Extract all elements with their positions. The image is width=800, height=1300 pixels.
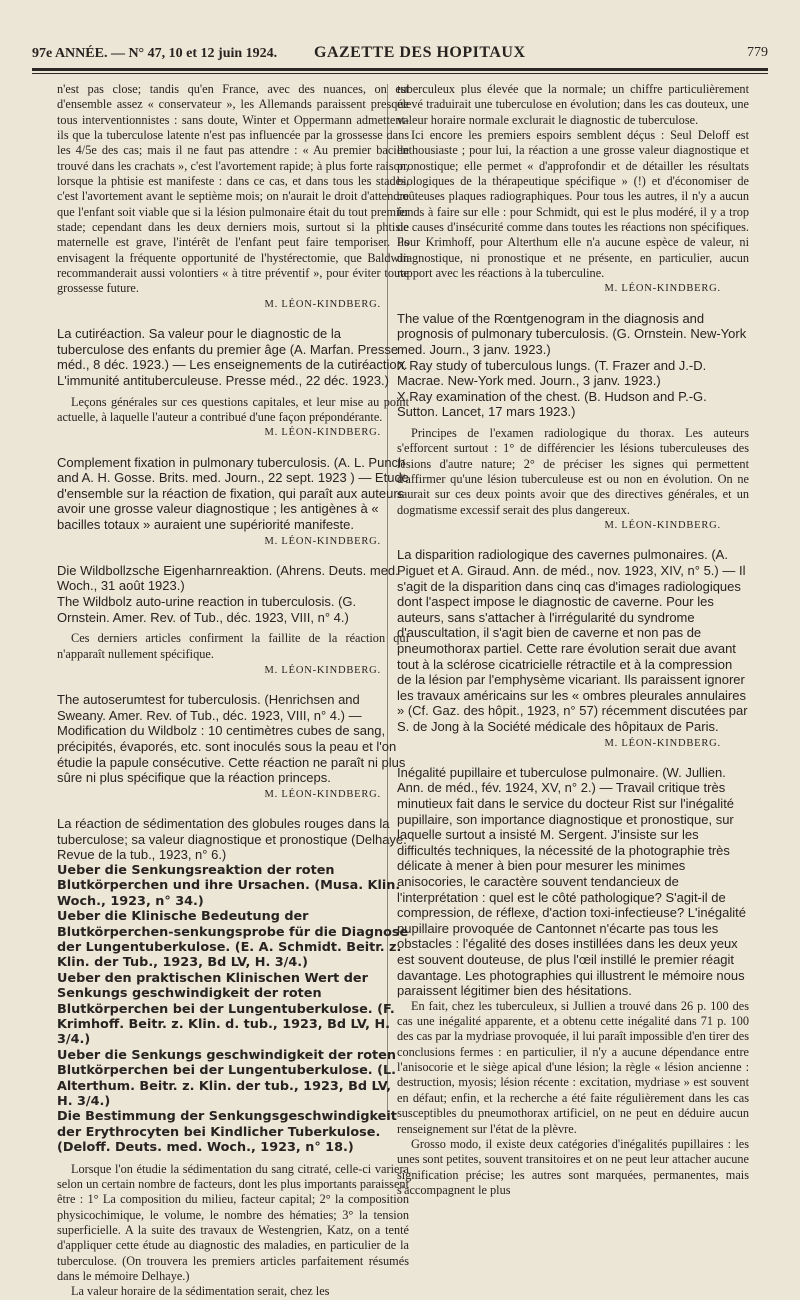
entry-title: X Ray study of tuberculous lungs. (T. Frazer and J.-D. Macrae. New-York med. Journ., 3 janv. 1923.): [397, 357, 707, 389]
page-header: [32, 42, 768, 66]
right-column: [397, 82, 749, 1197]
paragraph: En fait, chez les tuberculeux, si Jullien a trouvé dans 26 p. 100 des cas une inégalité apparente, et a obtenu cette inégalité dans 71 p. 100 des cas par la mydriase provoquée, il lui paraît impossible d'en tirer des conclusions fermes : en particulier, il n'y a aucune dépendance entre l'anisocorie et le siège apical d'une lésion; la règle « lésion ancienne : destruction, myosis; lésion récente : excitation, mydriase » est souvent en défaut; enfin, et la recherche a été faite régulièrement dans les cas susceptibles du pneumothorax artificiel, on ne peut en déduire aucun renseignement sur l'état de la plèvre.: [397, 998, 749, 1136]
entry-roentgenogram: [397, 311, 749, 534]
signature: M. LÉON-KINDBERG.: [604, 283, 721, 295]
entry-title: The autoserumtest for tuberculosis. (Henrichsen and Sweany. Amer. Rev. of Tub., déc. 1923, VIII, n° 4.) — Modification du Wildbolz : 10 centimètres cubes de sang, précipités, évaporés, etc. sont inoculés sous la peau et l'on étudie la papule consécutive. Cette réaction ne paraît ni plus sûre ni plus spécifique que la réaction princeps.: [57, 692, 406, 786]
entry-title: The Wildbolz auto-urine reaction in tuberculosis. (G. Ornstein. Amer. Rev. of Tub., déc. 1923, VIII, n° 4.): [57, 594, 357, 625]
entry-title: Inégalité pupillaire et tuberculose pulmonaire. (W. Jullien. Ann. de méd., fév. 1924, XV, n° 2.) — Travail critique très minutieux fait dans le service du docteur Rist sur l'inégalité pupillaire, son importance diagnostique et pronostique, sur laquelle surtout a insisté M. Sergent. J'insiste sur les difficultés techniques, la nécessité de la photographie très délicate à mener à bien pour mesurer les minimes anisocories, le caractère souvent tendancieux de l'interprétation : quel est le côté pathologique? S'agit-il de compression, de réflexe, d'action toxi-infectieuse? L'inégalité pupillaire provoquée de Cantonnet n'écarte pas tous les obstacles : l'égalité des doses instillées dans les deux yeux est souvent douteuse, de plus l'œil instillé le premier réagit davantage. Les photographies qui illustrent le mémoire nous paraissent légitimer bien des hésitations.: [397, 764, 746, 999]
entry-title: Complement fixation in pulmonary tuberculosis. (A. L. Punch and A. H. Gosse. Brits. med. Journ., 22 sept. 1923 ) — Etude d'ensemble sur la réaction de fixation, qui paraît aux auteurs avoir une grosse valeur diagnostique ; les antigènes à « bacilles totaux » auraient une supériorité manifeste.: [57, 454, 409, 532]
entry-title: La cutiréaction. Sa valeur pour le diagnostic de la tuberculose des enfants du premier âge (A. Marfan. Presse méd., 8 déc. 1923.) — Les enseignements de la cutiréaction. L'immunité antituberculeuse. Presse méd., 22 déc. 1923.): [57, 326, 408, 388]
entry-title-german: Die Bestimmung der Senkungsgeschwindigkeit der Erythrocyten bei Kindlicher Tuberkulose. (Deloff. Deuts. med. Woch., 1923, n° 18.): [57, 1109, 397, 1156]
entry-title: La disparition radiologique des cavernes pulmonaires. (A. Piguet et A. Giraud. Ann. de méd., nov. 1923, XIV, n° 5.) — Il s'agit de la disparition dans cinq cas d'images radiologiques dont l'aspect impose le diagnostic de caverne. Pour les auteurs, sans s'attacher à l'irrégularité du syndrome d'auscultation, il s'agit bien de caverne et non pas de pneumothorax partiel. Cette rare évolution serait due avant tout à la sclérose cicatricielle rétractile et à la compression de la lésion par l'emphysème vicariant. Ils paraissent ignorer les travaux américains sur les « ombres pleurales annulaires » (Cf. Gaz. des hôpit., 1923, n° 57) récemment discutées par S. de Jong à la Société médicale des hôpitaux de Paris.: [397, 547, 748, 734]
entry-title: Die Wildbollzsche Eigenharnreaktion. (Ahrens. Deuts. med. Woch., 31 août 1923.): [57, 562, 399, 594]
entry-sedimentation-continued: [397, 82, 749, 297]
page-number: 779: [747, 45, 768, 60]
entry-abortion-continued: [57, 82, 409, 312]
paragraph: Grosso modo, il existe deux catégories d'inégalités pupillaires : les unes sont petites, souvent transitoires et on ne peut leur attacher aucune signification précise; les autres sont marquées, permanentes, mais s'accompagnent le plus: [397, 1136, 749, 1197]
entry-sedimentation: [57, 816, 409, 1300]
entry-title-german: Ueber die Senkungs geschwindigkeit der roten Blutkörperchen bei der Lungentuberkulose. (L. Alterthum. Beitr. z. Klin. der tub., 1923, Bd LV, H. 3/4.): [57, 1047, 396, 1110]
signature: M. LÉON-KINDBERG.: [264, 664, 381, 676]
entry-wildbolz: [57, 563, 409, 678]
paragraph: Leçons générales sur ces questions capitales, et leur mise au point actuelle, à laquelle l'auteur a contribué d'une façon prépondérante.: [57, 394, 409, 424]
signature: M. LÉON-KINDBERG.: [264, 788, 381, 800]
entry-title: X Ray examination of the chest. (B. Hudson and P.-G. Sutton. Lancet, 17 mars 1923.): [397, 388, 707, 420]
left-column: [57, 82, 409, 1299]
entry-title-german: Ueber die Senkungsreaktion der roten Blutkörperchen und ihre Ursachen. (Musa. Klin. Woch., 1923, n° 34.): [57, 862, 401, 909]
paragraph: Lorsque l'on étudie la sédimentation du sang citraté, celle-ci variera selon un certain nombre de facteurs, dont les plus importants paraissent être : 1° La composition du milieu, facteur capital; 2° la composition physicochimique, le volume, le nombre des hématies; 3° la tension superficielle. A la suite des travaux de Westengrien, Katz, on a tenté d'appliquer cette étude au diagnostic des maladies, en particulier de la tuberculose. (On trouvera les premiers articles parfaitement résumés dans le mémoire Delhaye.): [57, 1161, 409, 1284]
paragraph: Ces derniers articles confirment la faillite de la réaction qui n'apparaît nullement spécifique.: [57, 631, 409, 661]
signature: M. LÉON-KINDBERG.: [264, 298, 381, 310]
entry-autoserumtest: [57, 692, 409, 802]
entry-title: The value of the Rœntgenogram in the diagnosis and prognosis of pulmonary tuberculosis. (G. Ornstein. New-York med. Journ., 3 janv. 1923.): [397, 310, 747, 357]
paragraph: n'est pas close; tandis qu'en France, avec des nuances, on est d'ensemble assez « conservateur », les Allemands paraissent presque tous interventionnistes : sans doute, Winter et Oppermann admettent-ils que la tuberculose latente n'est pas influencée par la grossesse dans les 4/5e des cas; mais il ne faut pas attendre : « Au premier bacille trouvé dans les crachats », c'est l'avortement rapide; à plus forte raison, lorsque la phtisie est manifeste : dans ce cas, et dans tous les stades, c'est l'avortement avant le septième mois; on n'aurait le droit d'attendre que l'enfant soit viable que si la lésion pulmonaire était du tout premier stade; cependant dans les deux derniers mois, surtout si la phtisie maternelle est grave, l'intérêt de l'enfant peut faire temporiser. Ils envisagent la fréquente opportunité de l'hystérectomie, que Baldwin recommanderait aussi volontiers « à titre préventif », pour éviter toute grossesse future.: [57, 82, 409, 296]
entry-cavernes: [397, 547, 749, 750]
entry-title-german: Ueber die Klinische Bedeutung der Blutkörperchen-senkungsprobe für die Diagnose der Lungentuberkulose. (E. A. Schmidt. Beitr. z. Klin. der Tub., 1923, Bd LV, H. 3/4.): [57, 909, 409, 971]
entry-title: La réaction de sédimentation des globules rouges dans la tuberculose; sa valeur diagnostique et pronostique (Delhaye. Revue de la tub., 1923, n° 6.): [57, 816, 407, 863]
signature: M. LÉON-KINDBERG.: [264, 535, 381, 547]
entry-complement-fixation: [57, 455, 409, 549]
signature: M. LÉON-KINDBERG.: [604, 520, 721, 532]
journal-title: GAZETTE DES HOPITAUX: [314, 44, 526, 61]
paragraph: Ici encore les premiers espoirs semblent déçus : Seul Deloff est enthousiaste ; pour lui, la réaction a une grosse valeur diagnostique et pronostique; elle permet « d'approfondir et de détailler les résultats biologiques de la thérapeutique spécifique » (!) et d'économiser de coûteuses plaques radiographiques. Pour tous les autres, il n'y a aucun fonds à faire sur elle : pour Schmidt, qui est le plus modéré, il y a trop de causes d'insécurité comme dans toutes les réactions non spécifiques. Pour Krimhoff, pour Alterthum elle n'a aucune espèce de valeur, ni diagnostique, ni pronostique et ne présente, en particulier, aucun rapport avec les réactions à la tuberculine.: [397, 128, 749, 281]
entry-inegalite-pupillaire: [397, 765, 749, 1198]
paragraph: La valeur horaire de la sédimentation serait, chez les: [71, 1284, 330, 1299]
paragraph: tuberculeux plus élevée que la normale; un chiffre particulièrement élevé traduirait une tuberculose en évolution; dans les cas douteux, une valeur horaire normale exclurait le diagnostic de tuberculose.: [397, 82, 749, 127]
entry-cutireaction: [57, 326, 409, 440]
header-rule-thin: [32, 73, 768, 74]
issue-line: 97e ANNÉE. — N° 47, 10 et 12 juin 1924.: [32, 46, 278, 61]
signature: M. LÉON-KINDBERG.: [264, 427, 381, 439]
signature: M. LÉON-KINDBERG.: [604, 737, 721, 749]
paragraph: Principes de l'examen radiologique du thorax. Les auteurs s'efforcent surtout : 1° de différencier les lésions tuberculeuses des lésions d'autre nature; 2° de préciser les signes qui permettent d'affirmer qu'une lésion tuberculeuse est ou non en évolution. On ne saurait sur ces deux points avoir que des directives générales, et un dogmatisme excessif serait des plus dangereux.: [397, 425, 749, 517]
header-rule-thick: [32, 68, 768, 71]
entry-title-german: Ueber den praktischen Klinischen Wert der Senkungs geschwindigkeit der roten Blutkörperchen bei der Lungentuberkulose. (F. Krimhoff. Beitr. z. Klin. d. tub., 1923, Bd LV, H. 3/4.): [57, 970, 395, 1048]
